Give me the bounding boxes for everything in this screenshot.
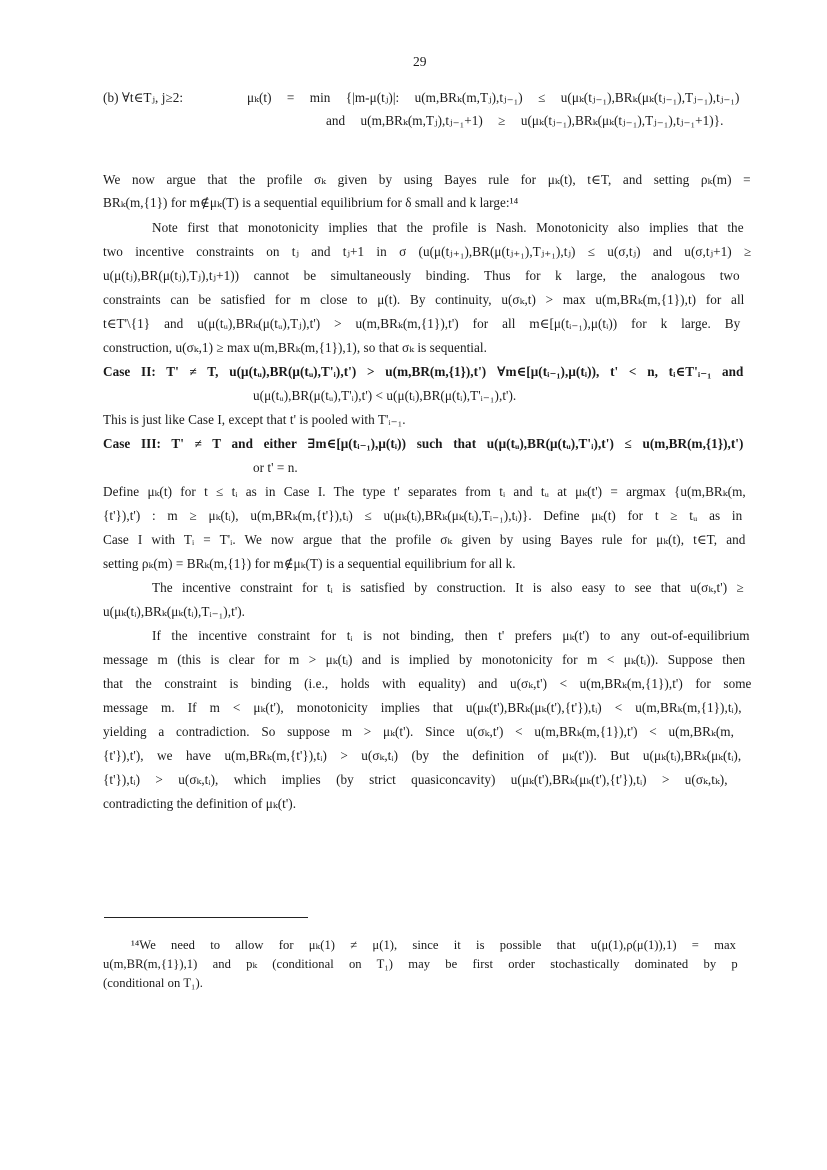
text-line: t∈T'\{1} and u(μ(tᵤ),BRₖ(μ(tᵤ),Tⱼ),t') > u(m,BRₖ(m,{1}),t') for all m∈[μ(tᵢ₋₁),μ(tᵢ)) for k large. By	[103, 316, 741, 331]
text-line: {t'}),t'), we have u(m,BRₖ(m,{t'}),tᵢ) > u(σₖ,tᵢ) (by the definition of μₖ(t')). But u(μₖ(tᵢ),BRₖ(μₖ(tᵢ),	[103, 748, 742, 763]
text-line: This is just like Case I, except that t' is pooled with T'ᵢ₋₁.	[103, 412, 406, 427]
text-line: If the incentive constraint for tᵢ is not binding, then t' prefers μₖ(t') to any out-of-equilibrium	[152, 628, 750, 643]
text-line: BRₖ(m,{1}) for m∉μₖ(T) is a sequential equilibrium for δ small and k large:¹⁴	[103, 195, 519, 210]
text-line: Case III: T' ≠ T and either ∃m∈[μ(tᵢ₋₁),μ(tᵢ)) such that u(μ(tᵤ),BR(μ(tᵤ),T'ᵢ),t') ≤ u(m,BR(m,{1}),t')	[103, 436, 744, 451]
text-line: Define μₖ(t) for t ≤ tᵢ as in Case I. The type t' separates from tᵢ and tᵤ at μₖ(t') = argmax {u(m,BRₖ(m,	[103, 484, 746, 499]
text-line: constraints can be satisfied for m close to μ(t). By continuity, u(σₖ,t) > max u(m,BRₖ(m,{1}),t) for all	[103, 292, 745, 307]
text-line: that the constraint is binding (i.e., holds with equality) and u(σₖ,t') < u(m,BRₖ(m,{1}),t') for some	[103, 676, 752, 691]
text-line: message m. If m < μₖ(t'), monotonicity implies that u(μₖ(t'),BRₖ(μₖ(t'),{t'}),tᵢ) < u(m,BRₖ(m,{1}),tᵢ),	[103, 700, 742, 715]
page-number: 29	[413, 54, 427, 69]
text-line: u(μₖ(tᵢ),BRₖ(μₖ(tᵢ),Tᵢ₋₁),t').	[103, 604, 246, 619]
text-line: Case II: T' ≠ T, u(μ(tᵤ),BR(μ(tᵤ),T'ᵢ),t') > u(m,BR(m,{1}),t') ∀m∈[μ(tᵢ₋₁),μ(tᵢ)), t' < n, tᵢ∈T'ᵢ₋₁ and	[103, 364, 744, 379]
text-line: message m (this is clear for m > μₖ(tᵢ) and is implied by monotonicity for m < μₖ(tᵢ)). Suppose then	[103, 652, 746, 667]
text-line: We now argue that the profile σₖ given by using Bayes rule for μₖ(t), t∈T, and setting ρₖ(m) =	[103, 172, 751, 187]
text-line: construction, u(σₖ,1) ≥ max u(m,BRₖ(m,{1}),1), so that σₖ is sequential.	[103, 340, 487, 355]
text-line: Note first that monotonicity implies that the profile is Nash. Monotonicity also implies that the	[152, 220, 744, 235]
footnote-line: (conditional on T₁).	[103, 976, 203, 990]
footnote-line: u(m,BR(m,{1}),1) and pₖ (conditional on T₁) may be first order stochastically dominated by p	[103, 957, 738, 971]
text-line: two incentive constraints on tⱼ and tⱼ+1 in σ (u(μ(tⱼ₊₁),BR(μ(tⱼ₊₁),Tⱼ₊₁),tⱼ) ≤ u(σ,tⱼ) and u(σ,tⱼ+1) ≥	[103, 244, 752, 259]
footnote-line: ¹⁴We need to allow for μₖ(1) ≠ μ(1), since it is possible that u(μ(1),ρ(μ(1)),1) = max	[131, 938, 736, 952]
text-line: (b) ∀t∈Tⱼ, j≥2:	[103, 90, 184, 105]
text-line: u(μ(tⱼ),BR(μ(tⱼ),Tⱼ),tⱼ+1)) cannot be simultaneously binding. Thus for k large, the analogous two	[103, 268, 740, 283]
footnote-rule	[104, 917, 308, 918]
text-line: u(μ(tᵤ),BR(μ(tᵤ),T'ᵢ),t') < u(μ(tᵢ),BR(μ(tᵢ),T'ᵢ₋₁),t').	[253, 388, 517, 403]
text-line: contradicting the definition of μₖ(t').	[103, 796, 297, 811]
text-line: {t'}),tᵢ) > u(σₖ,tᵢ), which implies (by strict quasiconcavity) u(μₖ(t'),BRₖ(μₖ(t'),{t'}),tᵢ) > u(σₖ,tₖ),	[103, 772, 728, 787]
text-line: Case I with Tᵢ = T'ᵢ. We now argue that the profile σₖ given by using Bayes rule for μₖ(t), t∈T, and	[103, 532, 746, 547]
text-line: and u(m,BRₖ(m,Tⱼ),tⱼ₋₁+1) ≥ u(μₖ(tⱼ₋₁),BRₖ(μₖ(tⱼ₋₁),Tⱼ₋₁),tⱼ₋₁+1)}.	[326, 113, 724, 128]
text-line: yielding a contradiction. So suppose m > μₖ(t'). Since u(σₖ,t') < u(m,BRₖ(m,{1}),t') < u(m,BRₖ(m,	[103, 724, 734, 739]
text-line: {t'}),t') : m ≥ μₖ(tᵢ), u(m,BRₖ(m,{t'}),tᵢ) ≤ u(μₖ(tᵢ),BRₖ(μₖ(tᵢ),Tᵢ₋₁),tᵢ)}. Define μₖ(t) for t ≥ tᵤ as in	[103, 508, 743, 523]
text-line: setting ρₖ(m) = BRₖ(m,{1}) for m∉μₖ(T) is a sequential equilibrium for all k.	[103, 556, 516, 571]
text-line: or t' = n.	[253, 460, 298, 475]
text-line: The incentive constraint for tᵢ is satisfied by construction. It is also easy to see that u(σₖ,t') ≥	[152, 580, 744, 595]
text-line: μₖ(t) = min {|m-μ(tⱼ)|: u(m,BRₖ(m,Tⱼ),tⱼ₋₁) ≤ u(μₖ(tⱼ₋₁),BRₖ(μₖ(tⱼ₋₁),Tⱼ₋₁),tⱼ₋₁)	[247, 90, 740, 105]
